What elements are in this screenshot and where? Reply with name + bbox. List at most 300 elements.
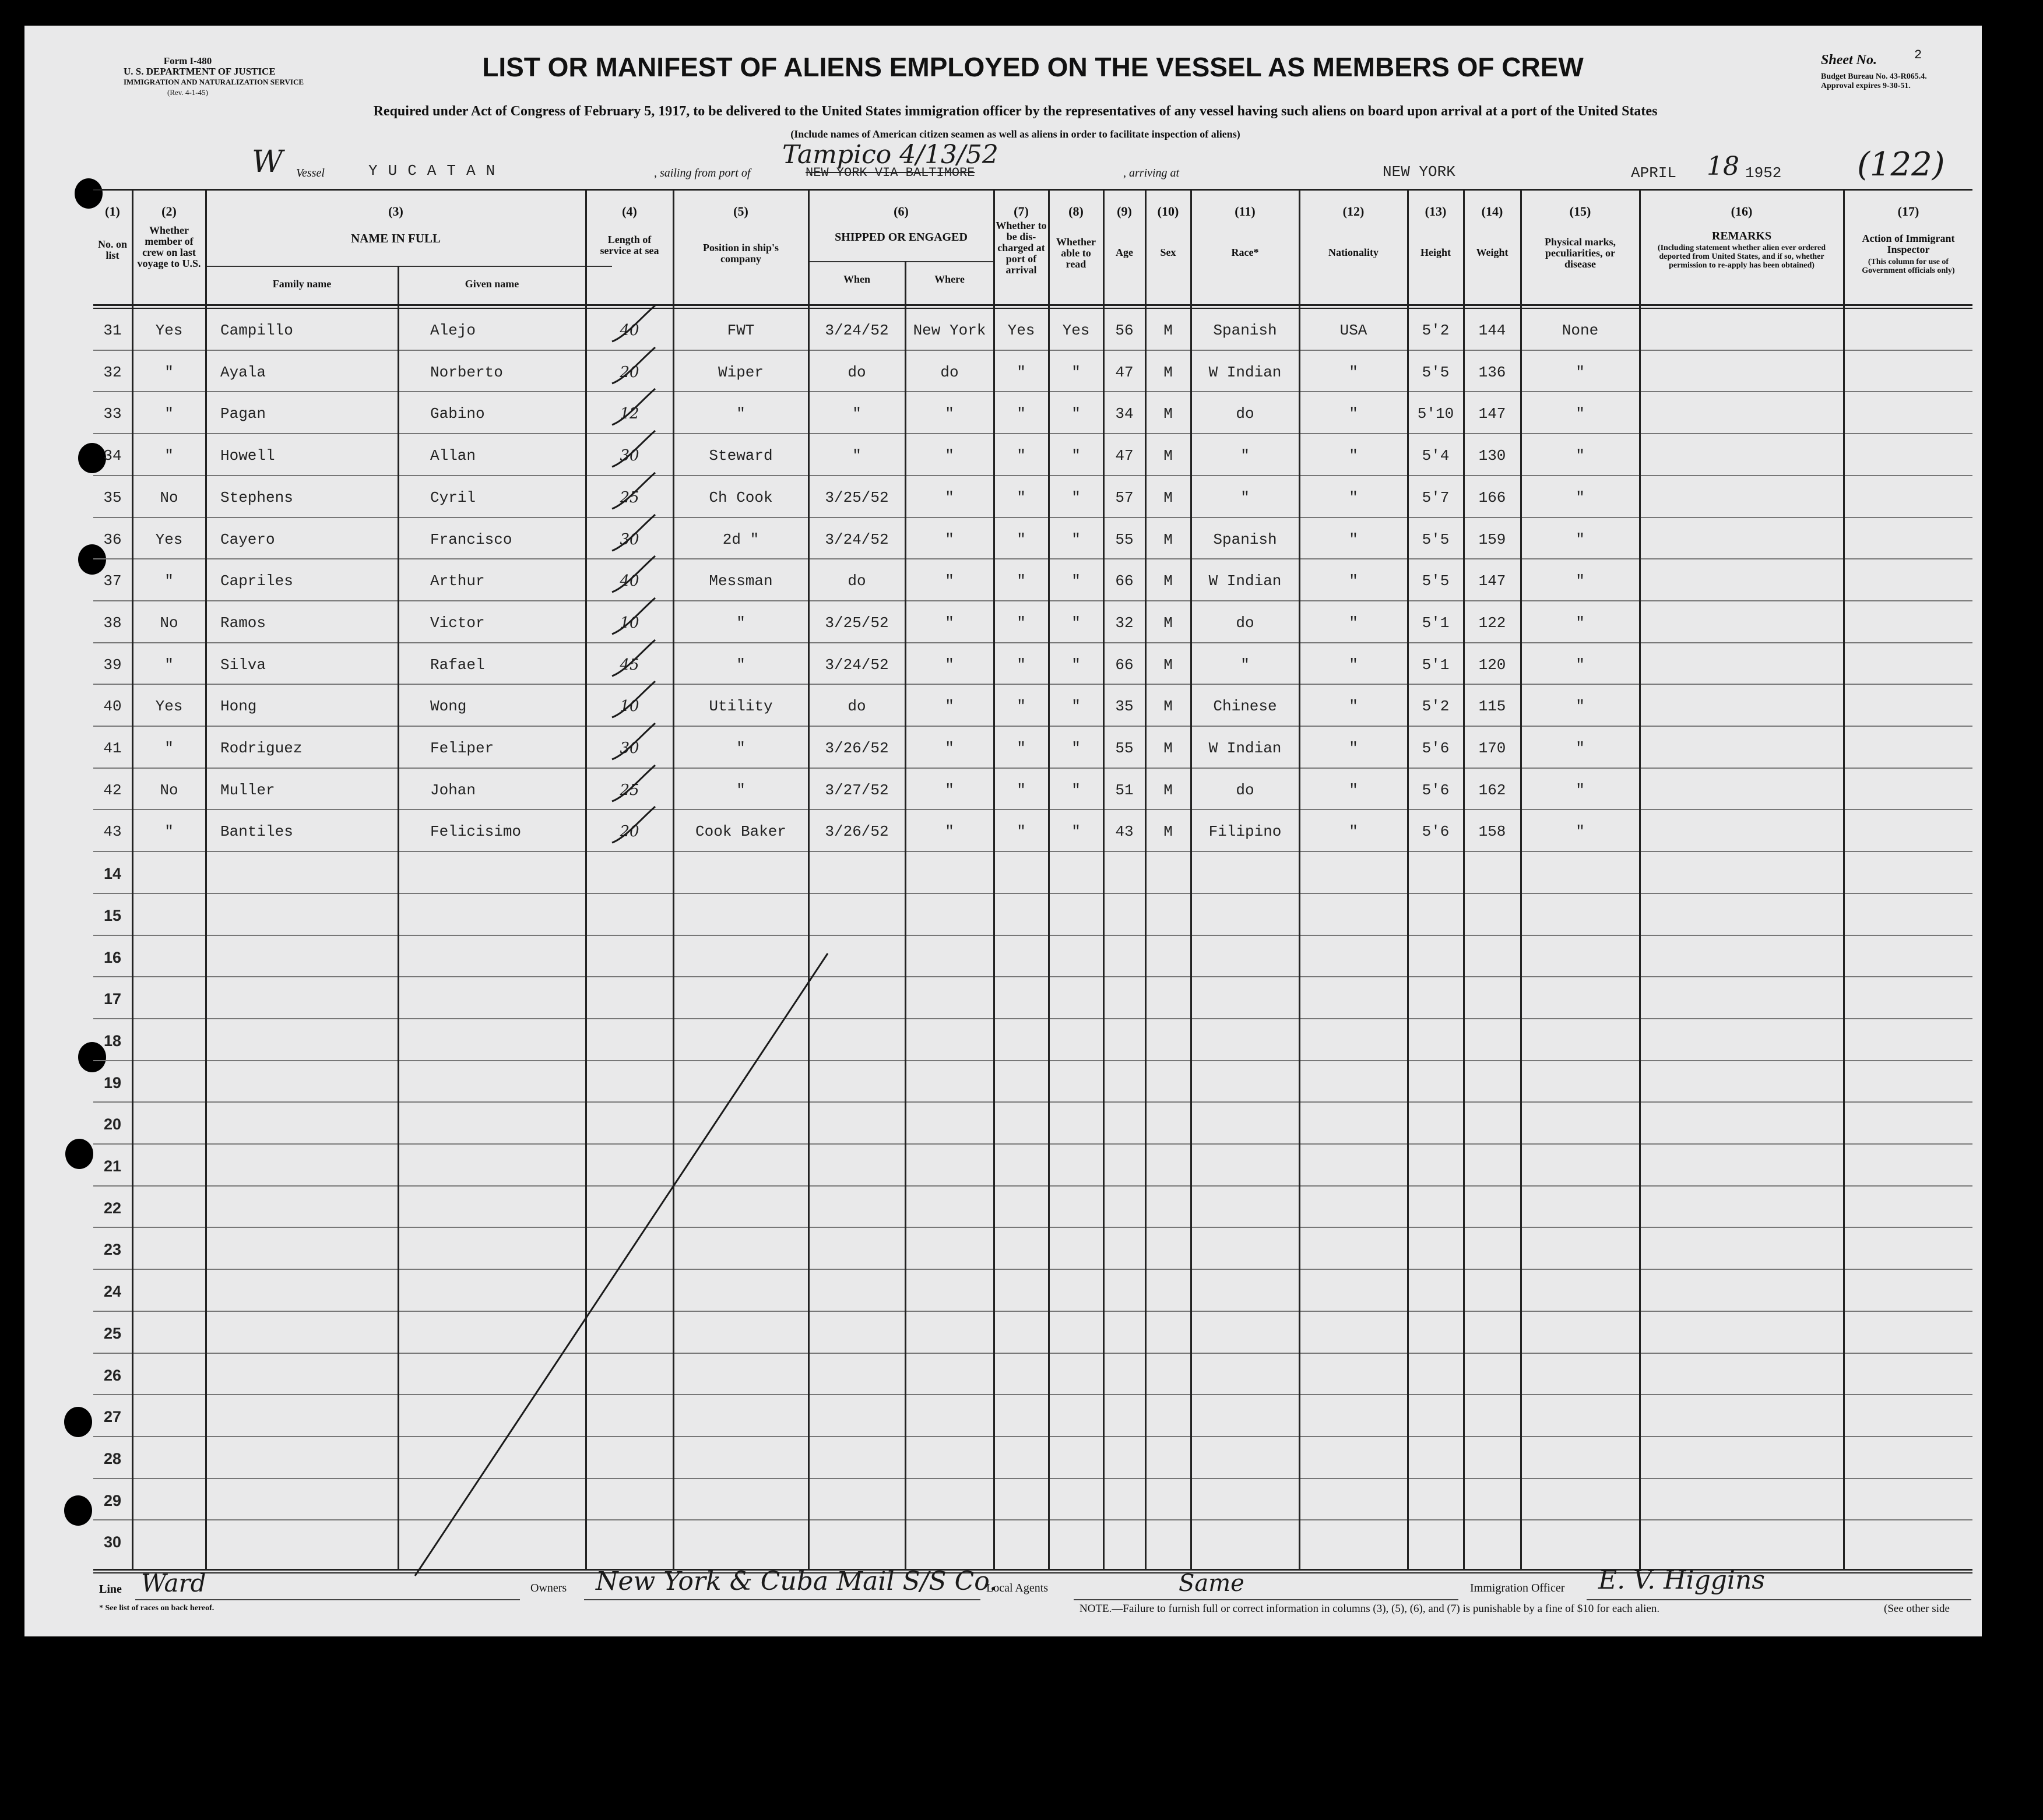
cell-when: do (848, 572, 866, 590)
check-stroke (612, 431, 655, 467)
cell-position: " (736, 781, 746, 799)
line-label: Line (99, 1583, 122, 1596)
cell-prev: Yes (155, 322, 183, 339)
cell-sex: M (1163, 698, 1173, 715)
cell-race: " (1240, 489, 1250, 506)
printed-row-number: 20 (103, 1115, 122, 1133)
cell-family: Silva (220, 656, 266, 674)
col-num-16: (16) (1731, 204, 1753, 219)
cell-discharge: " (1017, 740, 1026, 757)
cell-read: " (1071, 364, 1081, 381)
col-num-2: (2) (161, 204, 177, 219)
col-num-11: (11) (1235, 204, 1256, 219)
page-title: LIST OR MANIFEST OF ALIENS EMPLOYED ON THE VESSEL AS MEMBERS OF CREW (482, 52, 1584, 82)
col-label-6: SHIPPED OR ENGAGED (835, 231, 968, 244)
printed-row-number: 16 (103, 949, 122, 966)
col-label-13: Height (1420, 247, 1451, 258)
printed-row-number: 17 (103, 990, 122, 1008)
cell-prev: " (164, 572, 174, 590)
cell-marks: " (1576, 656, 1585, 674)
cell-race: " (1240, 447, 1250, 464)
cell-weight: 120 (1478, 656, 1506, 674)
row-number: 42 (103, 781, 122, 799)
cell-prev: " (164, 405, 174, 423)
cell-race: Chinese (1213, 698, 1277, 715)
include-note: (Include names of American citizen seamen as well as aliens in order to facilitate inspection of aliens) (790, 128, 1240, 140)
cell-given: Wong (430, 698, 467, 715)
cell-nationality: " (1349, 531, 1358, 548)
cell-position: 2d " (722, 531, 759, 548)
cell-height: 5'5 (1422, 364, 1450, 381)
cell-discharge: " (1017, 447, 1026, 464)
cell-when: 3/26/52 (825, 740, 889, 757)
cell-position: Utility (709, 698, 773, 715)
cell-where: " (945, 823, 954, 840)
cell-height: 5'2 (1422, 322, 1450, 339)
cell-age: 47 (1115, 447, 1134, 464)
row-number: 32 (103, 364, 122, 381)
see-other-side: (See other side (1884, 1603, 1950, 1615)
sheet-number: 2 (1914, 48, 1922, 62)
row-number: 37 (103, 572, 122, 590)
cell-read: " (1071, 447, 1081, 464)
cell-height: 5'6 (1422, 740, 1450, 757)
cell-family: Campillo (220, 322, 293, 339)
cell-weight: 166 (1478, 489, 1506, 506)
cell-sex: M (1163, 572, 1173, 590)
cell-height: 5'1 (1422, 614, 1450, 632)
cell-discharge: " (1017, 405, 1026, 423)
cell-prev: Yes (155, 698, 183, 715)
manifest-sheet (24, 26, 1982, 1636)
cell-nationality: USA (1339, 322, 1367, 339)
cell-weight: 144 (1478, 322, 1506, 339)
check-stroke (612, 347, 655, 383)
diagonal-cancel-line (415, 953, 828, 1576)
cell-family: Howell (220, 447, 275, 464)
cell-sex: M (1163, 322, 1173, 339)
cell-age: 32 (1115, 614, 1134, 632)
cell-nationality: " (1349, 405, 1358, 423)
cell-marks: None (1562, 322, 1599, 339)
arrival-year: 1952 (1745, 164, 1782, 182)
cell-marks: " (1576, 698, 1585, 715)
cell-age: 34 (1115, 405, 1134, 423)
cell-family: Rodriguez (220, 740, 303, 757)
cell-service: 12 (620, 405, 639, 423)
printed-row-number: 29 (103, 1492, 122, 1509)
cell-nationality: " (1349, 447, 1358, 464)
cell-marks: " (1576, 489, 1585, 506)
cell-read: " (1071, 531, 1081, 548)
cell-read: " (1071, 489, 1081, 506)
arriving-port: NEW YORK (1383, 163, 1455, 181)
cell-when: 3/24/52 (825, 322, 889, 339)
col-num-14: (14) (1481, 204, 1503, 219)
cell-marks: " (1576, 405, 1585, 423)
cell-position: Steward (709, 447, 773, 464)
cell-race: Spanish (1213, 531, 1277, 548)
cell-read: " (1071, 572, 1081, 590)
col-sublabel-17: (This column for use of Government officials only) (1862, 258, 1955, 275)
arrival-day: 18 (1707, 152, 1739, 181)
form-subtitle: Required under Act of Congress of February 5, 1917, to be delivered to the United States immigration officer by the representatives of any vessel having such aliens on board upon arrival at a port of the United States (373, 104, 1658, 119)
row-number: 38 (103, 614, 122, 632)
cell-given: Norberto (430, 364, 503, 381)
cell-marks: " (1576, 572, 1585, 590)
cell-sex: M (1163, 740, 1173, 757)
cell-discharge: Yes (1007, 322, 1035, 339)
cell-height: 5'6 (1422, 823, 1450, 840)
cell-weight: 147 (1478, 405, 1506, 423)
check-stroke (612, 681, 655, 717)
col-num-17: (17) (1897, 204, 1919, 219)
col-num-5: (5) (733, 204, 748, 219)
cell-discharge: " (1017, 489, 1026, 506)
cell-discharge: " (1017, 364, 1026, 381)
approval-expires: Approval expires 9-30-51. (1821, 82, 1911, 90)
col-num-12: (12) (1342, 204, 1365, 219)
cell-height: 5'7 (1422, 489, 1450, 506)
line-value: Ward (141, 1569, 206, 1597)
col-num-4: (4) (622, 204, 637, 219)
cell-weight: 158 (1478, 823, 1506, 840)
sheet-label: Sheet No. (1821, 52, 1877, 68)
cell-weight: 159 (1478, 531, 1506, 548)
cell-race: Spanish (1213, 322, 1277, 339)
immigration-officer-signature: E. V. Higgins (1598, 1565, 1765, 1595)
cell-race: " (1240, 656, 1250, 674)
cell-marks: " (1576, 614, 1585, 632)
cell-prev: No (160, 614, 178, 632)
cell-position: " (736, 614, 746, 632)
check-stroke (612, 515, 655, 551)
cell-family: Capriles (220, 572, 293, 590)
col-given-name: Given name (465, 278, 519, 290)
check-stroke (612, 305, 655, 342)
printed-row-number: 28 (103, 1450, 122, 1467)
cell-when: 3/25/52 (825, 489, 889, 506)
printed-row-number: 26 (103, 1367, 122, 1384)
cell-nationality: " (1349, 740, 1358, 757)
col-family-name: Family name (272, 278, 332, 290)
cell-position: " (736, 656, 746, 674)
printed-row-number: 27 (103, 1408, 122, 1425)
cell-race: W Indian (1208, 364, 1282, 381)
revision: (Rev. 4-1-45) (167, 88, 208, 97)
cell-service: 10 (620, 698, 639, 715)
cell-race: W Indian (1208, 740, 1282, 757)
printed-row-number: 24 (103, 1283, 122, 1300)
cell-service: 10 (620, 614, 639, 632)
penalty-note: NOTE.—Failure to furnish full or correct information in columns (3), (5), (6), and (7) is punishable by a fine of $10 for each alien. (1079, 1603, 1660, 1615)
cell-where: " (945, 405, 954, 423)
row-number: 33 (103, 405, 122, 423)
cell-sex: M (1163, 405, 1173, 423)
cell-when: 3/27/52 (825, 781, 889, 799)
form-number: Form I-480 (163, 55, 212, 66)
cell-where: " (945, 614, 954, 632)
cell-given: Allan (430, 447, 476, 464)
col-label-5: Position in ship's company (702, 242, 779, 265)
cell-given: Arthur (430, 572, 485, 590)
cell-prev: Yes (155, 531, 183, 548)
cell-family: Ayala (220, 364, 266, 381)
cell-age: 56 (1115, 322, 1134, 339)
cell-nationality: " (1349, 614, 1358, 632)
arriving-label: , arriving at (1123, 167, 1180, 179)
cell-read: " (1071, 614, 1081, 632)
department: U. S. DEPARTMENT OF JUSTICE (124, 66, 276, 77)
local-agents-label: Local Agents (986, 1582, 1049, 1594)
cell-given: Johan (430, 781, 476, 799)
cell-position: " (736, 405, 746, 423)
cell-discharge: " (1017, 531, 1026, 548)
cell-where: " (945, 447, 954, 464)
cell-where: New York (913, 322, 986, 339)
cell-age: 43 (1115, 823, 1134, 840)
cell-position: " (736, 740, 746, 757)
row-number: 35 (103, 489, 122, 506)
cell-height: 5'5 (1422, 572, 1450, 590)
cell-read: " (1071, 656, 1081, 674)
printed-row-number: 18 (103, 1032, 122, 1050)
cell-when: do (848, 364, 866, 381)
cell-where: " (945, 572, 954, 590)
cell-discharge: " (1017, 656, 1026, 674)
cell-age: 35 (1115, 698, 1134, 715)
cell-where: " (945, 489, 954, 506)
cell-sex: M (1163, 614, 1173, 632)
row-number: 31 (103, 322, 122, 339)
printed-row-number: 25 (103, 1325, 122, 1342)
cell-sex: M (1163, 656, 1173, 674)
cell-family: Cayero (220, 531, 275, 548)
cell-service: 30 (620, 447, 639, 464)
cell-height: 5'2 (1422, 698, 1450, 715)
cell-age: 51 (1115, 781, 1134, 799)
col-label-16: REMARKS (1711, 230, 1772, 242)
check-stroke (612, 473, 655, 509)
cell-where: " (945, 531, 954, 548)
cell-when: " (852, 405, 861, 423)
printed-row-number: 14 (103, 865, 122, 882)
vessel-label: Vessel (296, 167, 325, 179)
cell-prev: " (164, 656, 174, 674)
cell-weight: 136 (1478, 364, 1506, 381)
col-label-7: Whether to be dis-charged at port of arrival (996, 220, 1047, 276)
cell-given: Victor (430, 614, 485, 632)
cell-family: Bantiles (220, 823, 293, 840)
handwritten-mark: W (252, 145, 283, 179)
check-stroke (612, 598, 655, 634)
check-stroke (612, 556, 655, 592)
cell-marks: " (1576, 364, 1585, 381)
cell-sex: M (1163, 781, 1173, 799)
printed-row-number: 23 (103, 1241, 122, 1258)
col-num-8: (8) (1068, 204, 1084, 219)
service: IMMIGRATION AND NATURALIZATION SERVICE (124, 78, 304, 86)
cell-family: Hong (220, 698, 257, 715)
cell-marks: " (1576, 781, 1585, 799)
cell-given: Alejo (430, 322, 476, 339)
col-num-15: (15) (1569, 204, 1591, 219)
col-num-13: (13) (1425, 204, 1447, 219)
cell-prev: No (160, 781, 178, 799)
cell-read: " (1071, 740, 1081, 757)
cell-prev: No (160, 489, 178, 506)
cell-sex: M (1163, 489, 1173, 506)
cell-sex: M (1163, 364, 1173, 381)
cell-race: W Indian (1208, 572, 1282, 590)
cell-prev: " (164, 740, 174, 757)
cell-position: FWT (727, 322, 755, 339)
cell-where: " (945, 781, 954, 799)
vessel-name: YUCATAN (368, 162, 506, 179)
cell-sex: M (1163, 447, 1173, 464)
check-stroke (612, 723, 655, 759)
immigration-officer-label: Immigration Officer (1470, 1582, 1565, 1594)
cell-race: Filipino (1208, 823, 1282, 840)
cell-nationality: " (1349, 364, 1358, 381)
cell-age: 57 (1115, 489, 1134, 506)
col-num-9: (9) (1117, 204, 1132, 219)
cell-nationality: " (1349, 489, 1358, 506)
printed-row-number: 30 (103, 1533, 122, 1551)
row-number: 41 (103, 740, 122, 757)
col-num-6: (6) (894, 204, 909, 219)
cell-read: Yes (1062, 322, 1090, 339)
col-label-3: NAME IN FULL (350, 231, 441, 245)
cell-when: 3/24/52 (825, 531, 889, 548)
cell-weight: 130 (1478, 447, 1506, 464)
port-struck: NEW YORK VIA BALTIMORE (806, 166, 975, 180)
cell-height: 5'10 (1417, 405, 1454, 423)
arrival-month: APRIL (1631, 164, 1677, 182)
col-label-15: Physical marks, peculiarities, or disease (1544, 236, 1616, 270)
cell-weight: 115 (1478, 698, 1506, 715)
owners-label: Owners (530, 1582, 567, 1594)
cell-height: 5'6 (1422, 781, 1450, 799)
row-number: 34 (103, 447, 122, 464)
row-number: 43 (103, 823, 122, 840)
cell-height: 5'1 (1422, 656, 1450, 674)
col-where: Where (934, 273, 965, 285)
cell-when: 3/24/52 (825, 656, 889, 674)
cell-nationality: " (1349, 572, 1358, 590)
cell-family: Muller (220, 781, 275, 799)
col-label-17: Action of Immigrant Inspector (1862, 233, 1955, 255)
cell-marks: " (1576, 447, 1585, 464)
cell-position: Wiper (718, 364, 764, 381)
cell-service: 25 (620, 781, 639, 799)
cell-given: Gabino (430, 405, 485, 423)
reference-number: (122) (1857, 146, 1945, 184)
cell-height: 5'5 (1422, 531, 1450, 548)
local-agents-value: Same (1179, 1570, 1244, 1597)
cell-age: 55 (1115, 531, 1134, 548)
col-label-4: Length of service at sea (600, 234, 659, 256)
cell-discharge: " (1017, 698, 1026, 715)
cell-race: do (1236, 614, 1254, 632)
cell-service: 20 (620, 364, 639, 381)
cell-service: 30 (620, 740, 639, 757)
cell-service: 40 (620, 572, 639, 590)
cell-position: Messman (709, 572, 773, 590)
col-label-8: Whether able to read (1056, 236, 1096, 270)
cell-age: 55 (1115, 740, 1134, 757)
cell-weight: 122 (1478, 614, 1506, 632)
cell-service: 40 (620, 322, 639, 339)
port-handwritten: Tampico 4/13/52 (782, 140, 998, 170)
owners-value: New York & Cuba Mail S/S Co. (596, 1566, 998, 1596)
col-num-3: (3) (388, 204, 403, 219)
cell-nationality: " (1349, 781, 1358, 799)
cell-weight: 147 (1478, 572, 1506, 590)
cell-discharge: " (1017, 572, 1026, 590)
cell-family: Ramos (220, 614, 266, 632)
check-stroke (612, 765, 655, 801)
cell-read: " (1071, 781, 1081, 799)
budget-bureau: Budget Bureau No. 43-R065.4. (1821, 72, 1927, 81)
printed-row-number: 22 (103, 1199, 122, 1217)
cell-position: Ch Cook (709, 489, 773, 506)
cell-discharge: " (1017, 614, 1026, 632)
row-number: 39 (103, 656, 122, 674)
cell-where: " (945, 698, 954, 715)
cell-prev: " (164, 364, 174, 381)
cell-weight: 162 (1478, 781, 1506, 799)
col-label-11: Race* (1231, 247, 1259, 258)
cell-age: 66 (1115, 656, 1134, 674)
cell-service: 20 (620, 823, 639, 840)
col-num-10: (10) (1157, 204, 1179, 219)
printed-row-number: 21 (103, 1157, 122, 1175)
cell-given: Felicisimo (430, 823, 522, 840)
cell-marks: " (1576, 823, 1585, 840)
check-stroke (612, 389, 655, 425)
cell-nationality: " (1349, 656, 1358, 674)
cell-read: " (1071, 823, 1081, 840)
check-stroke (612, 640, 655, 676)
cell-service: 45 (620, 656, 639, 674)
cell-where: do (940, 364, 959, 381)
races-note: * See list of races on back hereof. (99, 1604, 215, 1613)
cell-family: Stephens (220, 489, 293, 506)
cell-discharge: " (1017, 823, 1026, 840)
cell-weight: 170 (1478, 740, 1506, 757)
cell-position: Cook Baker (695, 823, 787, 840)
cell-when: do (848, 698, 866, 715)
cell-read: " (1071, 405, 1081, 423)
cell-service: 25 (620, 489, 639, 506)
cell-family: Pagan (220, 405, 266, 423)
col-label-12: Nationality (1328, 247, 1379, 258)
cell-nationality: " (1349, 823, 1358, 840)
cell-discharge: " (1017, 781, 1026, 799)
cell-race: do (1236, 781, 1254, 799)
sailing-label: , sailing from port of (654, 167, 751, 179)
col-num-1: (1) (105, 204, 120, 219)
cell-where: " (945, 656, 954, 674)
printed-row-number: 19 (103, 1074, 122, 1092)
row-number: 36 (103, 531, 122, 548)
cell-when: 3/26/52 (825, 823, 889, 840)
col-label-9: Age (1116, 247, 1133, 258)
cell-read: " (1071, 698, 1081, 715)
col-label-10: Sex (1160, 247, 1176, 258)
cell-given: Rafael (430, 656, 485, 674)
